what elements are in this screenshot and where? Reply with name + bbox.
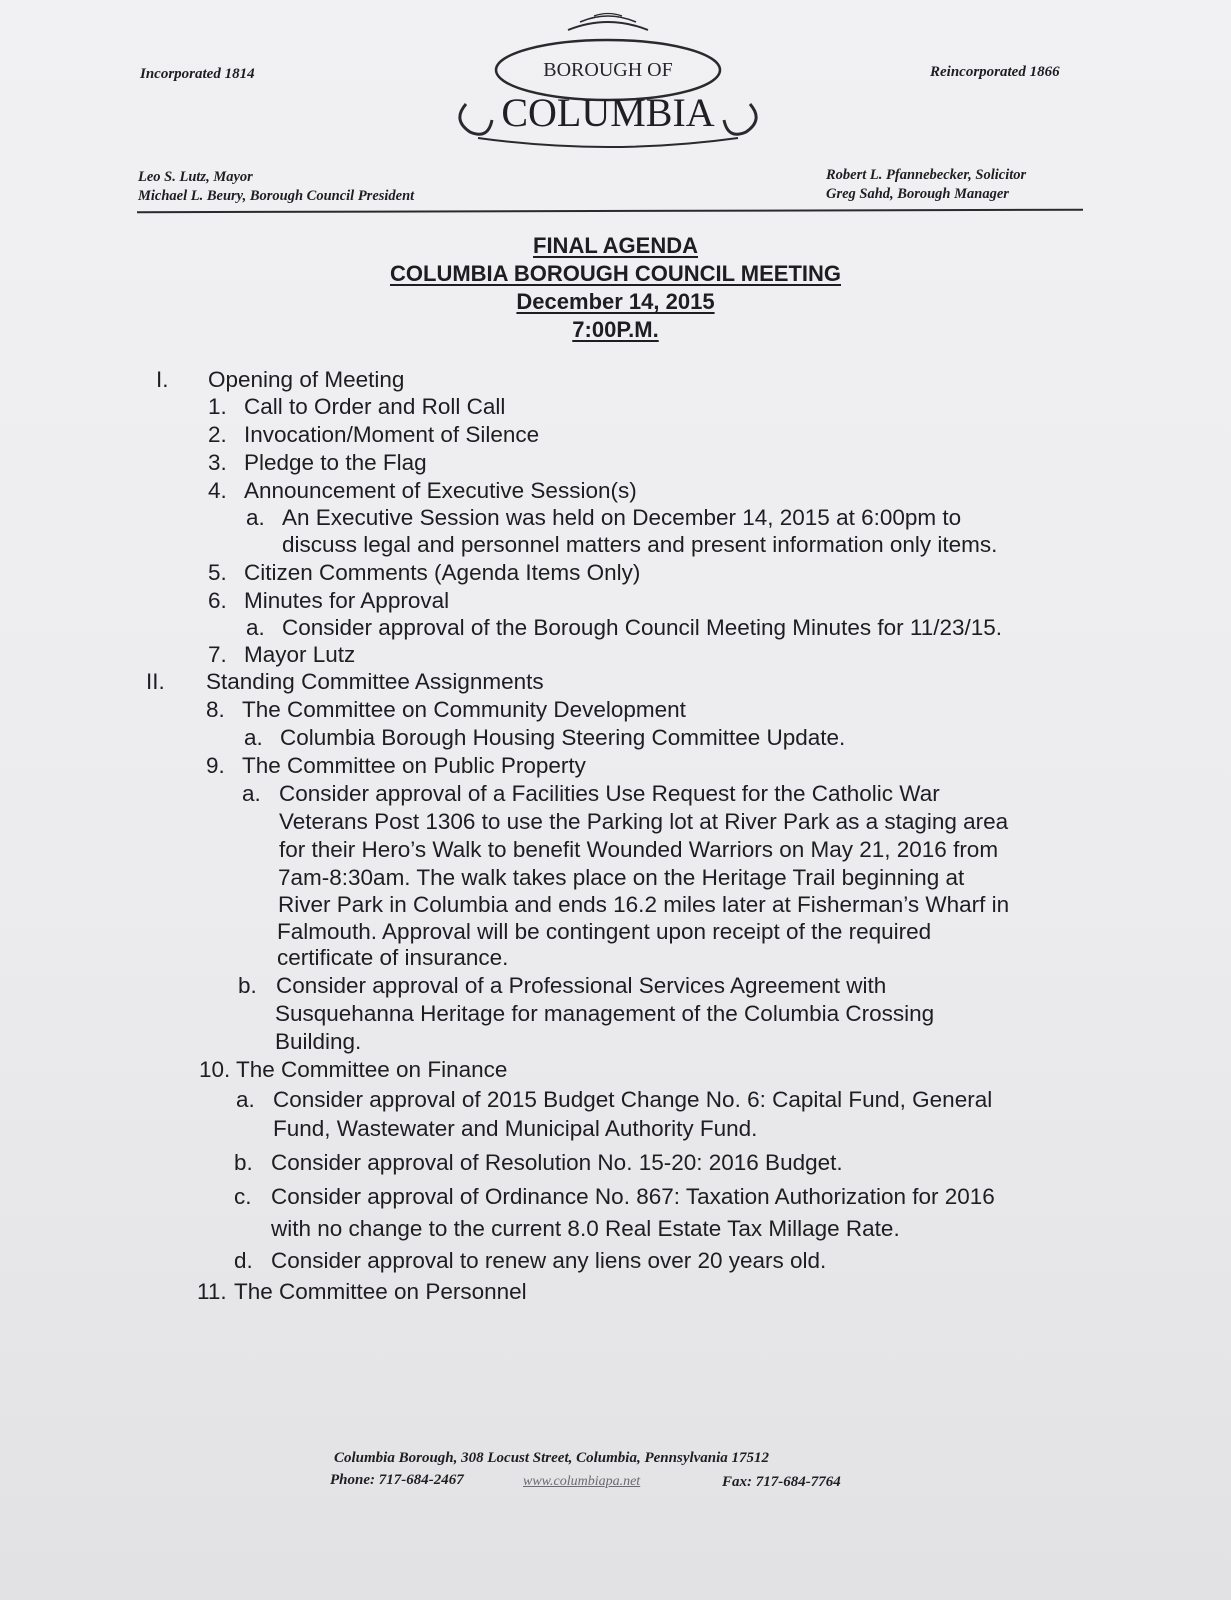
subitem-letter: a. (236, 1087, 255, 1112)
officials-right (826, 166, 1026, 204)
agenda-subitem: Susquehanna Heritage for management of the Columbia Crossing (275, 1001, 935, 1026)
agenda-item: Citizen Comments (Agenda Items Only) (244, 560, 641, 585)
borough-logo (448, 8, 768, 158)
agenda-item: Pledge to the Flag (244, 450, 427, 475)
section-number: II. (146, 669, 165, 694)
agenda-subitem: certificate of insurance. (277, 945, 509, 970)
agenda-item: Call to Order and Roll Call (244, 394, 506, 419)
footer-fax: Fax: 717-684-7764 (722, 1474, 841, 1490)
subitem-letter: a. (246, 505, 265, 530)
incorporated-text: Incorporated 1814 (140, 66, 255, 82)
heading-meeting-name: COLUMBIA BOROUGH COUNCIL MEETING (390, 261, 841, 286)
agenda-item: Announcement of Executive Session(s) (244, 478, 637, 503)
item-number: 1. (208, 394, 227, 419)
agenda-subitem: for their Hero’s Walk to benefit Wounded Warriors on May 21, 2016 from (279, 837, 999, 862)
council-president-name: Michael L. Beury, Borough Council President (138, 188, 415, 204)
agenda-subitem: Fund, Wastewater and Municipal Authority Fund. (273, 1116, 758, 1141)
section-title: Opening of Meeting (208, 367, 405, 392)
subitem-letter: c. (234, 1184, 252, 1209)
item-number: 10. (199, 1057, 231, 1082)
item-number: 6. (208, 588, 227, 613)
subitem-letter: b. (238, 973, 257, 998)
heading-date: December 14, 2015 (516, 289, 715, 314)
agenda-item: Mayor Lutz (244, 642, 356, 667)
item-number: 11. (197, 1279, 227, 1304)
manager-name: Greg Sahd, Borough Manager (826, 186, 1009, 202)
officials-left (138, 168, 414, 206)
agenda-subitem: Veterans Post 1306 to use the Parking lot at River Park as a staging area (279, 809, 1009, 834)
agenda-subitem: Consider approval of Ordinance No. 867: Taxation Authorization for 2016 (271, 1184, 995, 1209)
agenda-subitem: Consider approval of a Professional Services Agreement with (276, 973, 887, 998)
logo-main-text: COLUMBIA (501, 90, 715, 135)
subitem-letter: a. (246, 615, 265, 640)
agenda-subitem: River Park in Columbia and ends 16.2 miles later at Fisherman’s Wharf in (278, 892, 1010, 917)
agenda-subitem: Consider approval of Resolution No. 15-20: 2016 Budget. (271, 1150, 843, 1175)
solicitor-name: Robert L. Pfannebecker, Solicitor (826, 167, 1027, 183)
logo-top-text: BOROUGH OF (543, 59, 673, 81)
agenda-subitem: Falmouth. Approval will be contingent upon receipt of the required (277, 919, 932, 944)
agenda-item: The Committee on Public Property (242, 753, 586, 778)
footer-website-link[interactable]: www.columbiapa.net (523, 1474, 641, 1489)
subitem-letter: a. (242, 781, 261, 806)
item-number: 8. (206, 697, 225, 722)
agenda-subitem: 7am-8:30am. The walk takes place on the Heritage Trail beginning at (278, 865, 965, 890)
heading-final-agenda: FINAL AGENDA (533, 233, 698, 258)
subitem-letter: b. (234, 1150, 253, 1175)
reincorporated-text: Reincorporated 1866 (930, 64, 1060, 80)
item-number: 7. (208, 642, 227, 667)
subitem-letter: a. (244, 725, 263, 750)
section-title: Standing Committee Assignments (206, 669, 544, 694)
section-number: I. (156, 367, 169, 392)
item-number: 9. (206, 753, 225, 778)
agenda-subitem: with no change to the current 8.0 Real Estate Tax Millage Rate. (271, 1216, 900, 1241)
agenda-item: The Committee on Personnel (234, 1279, 527, 1304)
item-number: 3. (208, 450, 227, 475)
agenda-subitem: discuss legal and personnel matters and present information only items. (282, 532, 998, 557)
item-number: 5. (208, 560, 227, 585)
agenda-subitem: Consider approval of the Borough Council Meeting Minutes for 11/23/15. (282, 615, 1003, 640)
mayor-name: Leo S. Lutz, Mayor (138, 169, 253, 185)
agenda-heading (0, 232, 1231, 344)
agenda-subitem: Columbia Borough Housing Steering Committee Update. (280, 725, 846, 750)
agenda-subitem: Consider approval to renew any liens over 20 years old. (271, 1248, 827, 1273)
agenda-item: Invocation/Moment of Silence (244, 422, 540, 447)
agenda-subitem: Consider approval of a Facilities Use Request for the Catholic War (279, 781, 940, 806)
agenda-item: Minutes for Approval (244, 588, 450, 613)
agenda-subitem: Building. (275, 1029, 362, 1054)
subitem-letter: d. (234, 1248, 253, 1273)
item-number: 2. (208, 422, 227, 447)
header-divider (137, 209, 1083, 213)
heading-time: 7:00P.M. (572, 317, 659, 342)
footer-phone: Phone: 717-684-2467 (330, 1472, 464, 1488)
agenda-item: The Committee on Community Development (242, 697, 686, 722)
agenda-item: The Committee on Finance (236, 1057, 508, 1082)
agenda-subitem: An Executive Session was held on December 14, 2015 at 6:00pm to (282, 505, 962, 530)
item-number: 4. (208, 478, 227, 503)
footer-address: Columbia Borough, 308 Locust Street, Columbia, Pennsylvania 17512 (334, 1450, 770, 1466)
agenda-subitem: Consider approval of 2015 Budget Change No. 6: Capital Fund, General (273, 1087, 993, 1112)
